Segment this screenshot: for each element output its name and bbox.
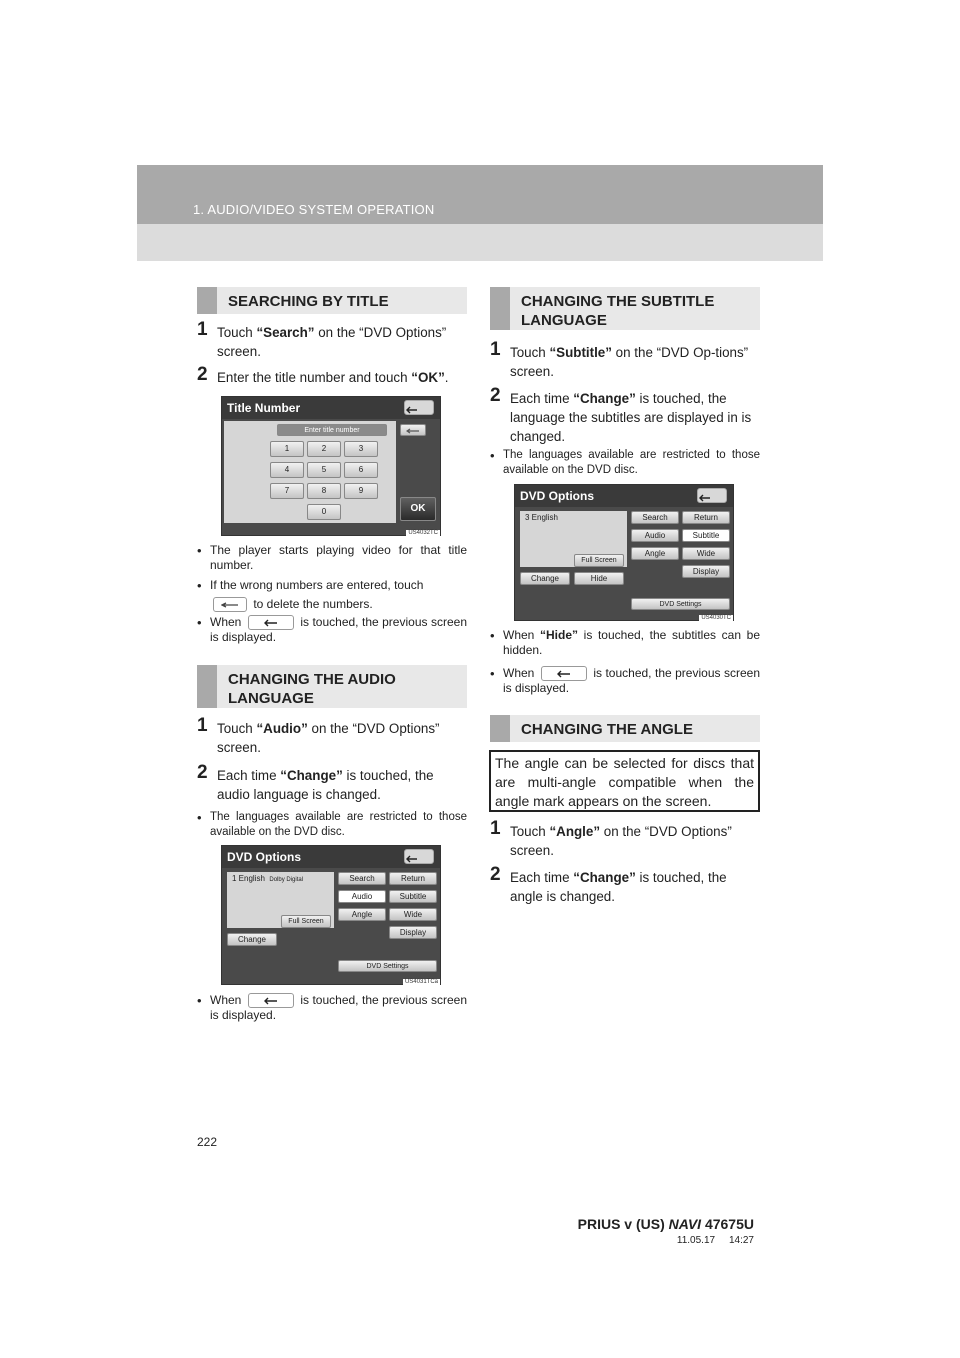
step-keyword: “Change” xyxy=(573,391,636,406)
delete-button-icon xyxy=(213,597,247,612)
step-text: . xyxy=(444,370,449,385)
key-0: 0 xyxy=(307,504,341,520)
step-text: is touched, the angle is changed. xyxy=(510,870,727,904)
fullscreen-button: Full Screen xyxy=(281,915,331,928)
subtitle-button: Subtitle xyxy=(682,529,730,542)
model-name: PRIUS v (US) xyxy=(577,1216,669,1232)
track-line xyxy=(232,874,303,883)
step-2-change-audio xyxy=(197,762,467,804)
angle-button: Angle xyxy=(631,547,679,560)
bullet-text: to delete the numbers. xyxy=(253,597,373,611)
bullet-hide xyxy=(490,628,760,658)
return-button-icon xyxy=(248,993,294,1008)
step-text: on the “DVD Options” screen. xyxy=(510,824,732,858)
track-text: 3 English xyxy=(525,513,558,522)
step-1-subtitle xyxy=(490,339,760,381)
heading-text: CHANGING THE SUBTITLE LANGUAGE xyxy=(521,293,715,329)
bullet-text: When xyxy=(210,993,242,1007)
audio-button: Audio xyxy=(338,890,386,903)
step-number: 2 xyxy=(197,762,208,783)
step-number: 1 xyxy=(197,715,208,736)
step-number: 1 xyxy=(490,339,501,360)
step-number: 2 xyxy=(490,385,501,406)
step-2-change-angle xyxy=(490,864,760,906)
step-text: Touch xyxy=(510,824,550,839)
dvd-options-audio-screenshot xyxy=(221,845,441,985)
step-keyword: “Subtitle” xyxy=(549,345,612,360)
heading-text: CHANGING THE AUDIO LANGUAGE xyxy=(228,671,396,707)
return-arrow-icon xyxy=(405,406,419,414)
bullet-text: When xyxy=(210,615,242,629)
key-6: 6 xyxy=(344,462,378,478)
step-keyword: “Change” xyxy=(573,870,636,885)
bullet-when-back-subtitle xyxy=(490,666,760,696)
bullet-text: When xyxy=(503,666,535,680)
step-number: 1 xyxy=(490,818,501,839)
heading-text: CHANGING THE ANGLE xyxy=(521,721,693,738)
return-arrow-icon xyxy=(698,494,712,502)
search-button: Search xyxy=(338,872,386,885)
step-text: Enter the title number and touch xyxy=(217,370,412,385)
screen-title-bar: DVD Options xyxy=(515,485,733,507)
return-button: Return xyxy=(389,872,437,885)
bullet-wrong-numbers xyxy=(197,576,467,614)
hide-button: Hide xyxy=(574,572,624,585)
model-identifier xyxy=(578,1216,754,1232)
angle-button: Angle xyxy=(338,908,386,921)
dvd-options-subtitle-screenshot xyxy=(514,484,734,621)
page-number: 222 xyxy=(197,1135,218,1149)
back-button xyxy=(697,488,727,503)
key-2: 2 xyxy=(307,441,341,457)
back-button xyxy=(404,400,434,415)
step-text: is touched, the language the subtitles are displayed in is changed. xyxy=(510,391,752,444)
figure-code: US4032TC xyxy=(408,530,438,536)
fullscreen-button: Full Screen xyxy=(574,554,624,567)
key-1: 1 xyxy=(270,441,304,457)
step-1-search xyxy=(197,319,467,361)
key-4: 4 xyxy=(270,462,304,478)
step-number: 2 xyxy=(197,364,208,385)
display-button: Display xyxy=(389,926,437,939)
return-button: Return xyxy=(682,511,730,524)
key-8: 8 xyxy=(307,483,341,499)
heading-tab xyxy=(197,665,217,708)
bullet-languages-restricted: • The languages available are restricted to those available on the DVD disc. xyxy=(197,810,467,840)
dvd-settings-button: DVD Settings xyxy=(338,960,437,972)
step-keyword: “Angle” xyxy=(549,824,601,839)
bullet-playback: • The player starts playing video for that title number. xyxy=(197,543,467,573)
screen-title-bar: Title Number xyxy=(222,397,440,419)
delete-key xyxy=(400,424,426,436)
key-9: 9 xyxy=(344,483,378,499)
bullet-text: is touched, the subtitles can be hidden. xyxy=(503,628,760,657)
model-code: 47675U xyxy=(701,1216,754,1232)
change-button: Change xyxy=(227,933,277,946)
bullet-text: If the wrong numbers are entered, touch xyxy=(210,578,424,592)
step-keyword: “Search” xyxy=(256,325,315,340)
step-number: 2 xyxy=(490,864,501,885)
figure-code: US4031TCa xyxy=(404,979,438,985)
ok-key: OK xyxy=(400,497,436,521)
subtitle-button: Subtitle xyxy=(389,890,437,903)
change-button: Change xyxy=(520,572,570,585)
bullet-when-back-audio xyxy=(197,993,467,1023)
step-2-enter-number xyxy=(197,364,467,387)
chapter-title: 1. AUDIO/VIDEO SYSTEM OPERATION xyxy=(193,202,435,217)
section-heading-angle xyxy=(490,715,760,742)
prompt-label: Enter title number xyxy=(277,424,387,436)
step-text: Touch xyxy=(217,721,257,736)
screen-title-bar: DVD Options xyxy=(222,846,440,868)
key-5: 5 xyxy=(307,462,341,478)
heading-tab xyxy=(490,715,510,742)
step-text: Each time xyxy=(510,391,574,406)
key-3: 3 xyxy=(344,441,378,457)
figure-code: US4030TC xyxy=(701,615,731,621)
step-text: Touch xyxy=(510,345,550,360)
step-text: Each time xyxy=(510,870,574,885)
dvd-settings-button: DVD Settings xyxy=(631,598,730,610)
search-button: Search xyxy=(631,511,679,524)
step-text: Each time xyxy=(217,768,281,783)
step-text: Touch xyxy=(217,325,257,340)
step-text: on the “DVD Options” screen. xyxy=(217,721,440,755)
backspace-arrow-icon xyxy=(406,428,420,434)
bullet-when-back xyxy=(197,615,467,645)
section-heading-search-title xyxy=(197,287,467,314)
audio-button: Audio xyxy=(631,529,679,542)
step-text: on the “DVD Options” screen. xyxy=(217,325,447,359)
display-button: Display xyxy=(682,565,730,578)
step-text: on the “DVD Op-tions” screen. xyxy=(510,345,749,379)
heading-tab xyxy=(490,287,510,330)
wide-button: Wide xyxy=(682,547,730,560)
step-1-angle xyxy=(490,818,760,860)
return-button-icon xyxy=(541,666,587,681)
bullet-keyword: “Hide” xyxy=(540,628,579,642)
back-button xyxy=(404,849,434,864)
track-text: 1 English xyxy=(232,874,265,883)
return-arrow-icon xyxy=(405,855,419,863)
audio-format: Dolby Digital xyxy=(269,877,304,883)
step-2-change-subtitle xyxy=(490,385,760,446)
step-keyword: “Change” xyxy=(280,768,343,783)
navi-label: NAVI xyxy=(668,1216,702,1232)
title-number-screenshot xyxy=(221,396,441,536)
heading-text: SEARCHING BY TITLE xyxy=(228,293,389,310)
step-1-audio xyxy=(197,715,467,757)
bullet-languages-restricted: • The languages available are restricted to those available on the DVD disc. xyxy=(490,448,760,478)
bullet-text: is touched, the previous screen is displayed. xyxy=(503,666,760,696)
section-heading-subtitle-language xyxy=(490,287,760,330)
wide-button: Wide xyxy=(389,908,437,921)
step-keyword: “Audio” xyxy=(256,721,308,736)
angle-note-box: The angle can be selected for discs that are multi-angle compatible when the angle mark appears on the screen. xyxy=(489,750,760,812)
step-number: 1 xyxy=(197,319,208,340)
section-heading-audio-language xyxy=(197,665,467,708)
step-keyword: “OK” xyxy=(411,370,445,385)
heading-tab xyxy=(197,287,217,314)
bullet-text: is touched, the previous screen is displayed. xyxy=(210,615,467,645)
bullet-text: is touched, the previous screen is displayed. xyxy=(210,993,467,1023)
print-date: 11.05.17 14:27 xyxy=(676,1235,754,1246)
key-7: 7 xyxy=(270,483,304,499)
step-text: is touched, the audio language is changed. xyxy=(217,768,434,802)
bullet-text: When xyxy=(503,628,540,642)
return-button-icon xyxy=(248,615,294,630)
